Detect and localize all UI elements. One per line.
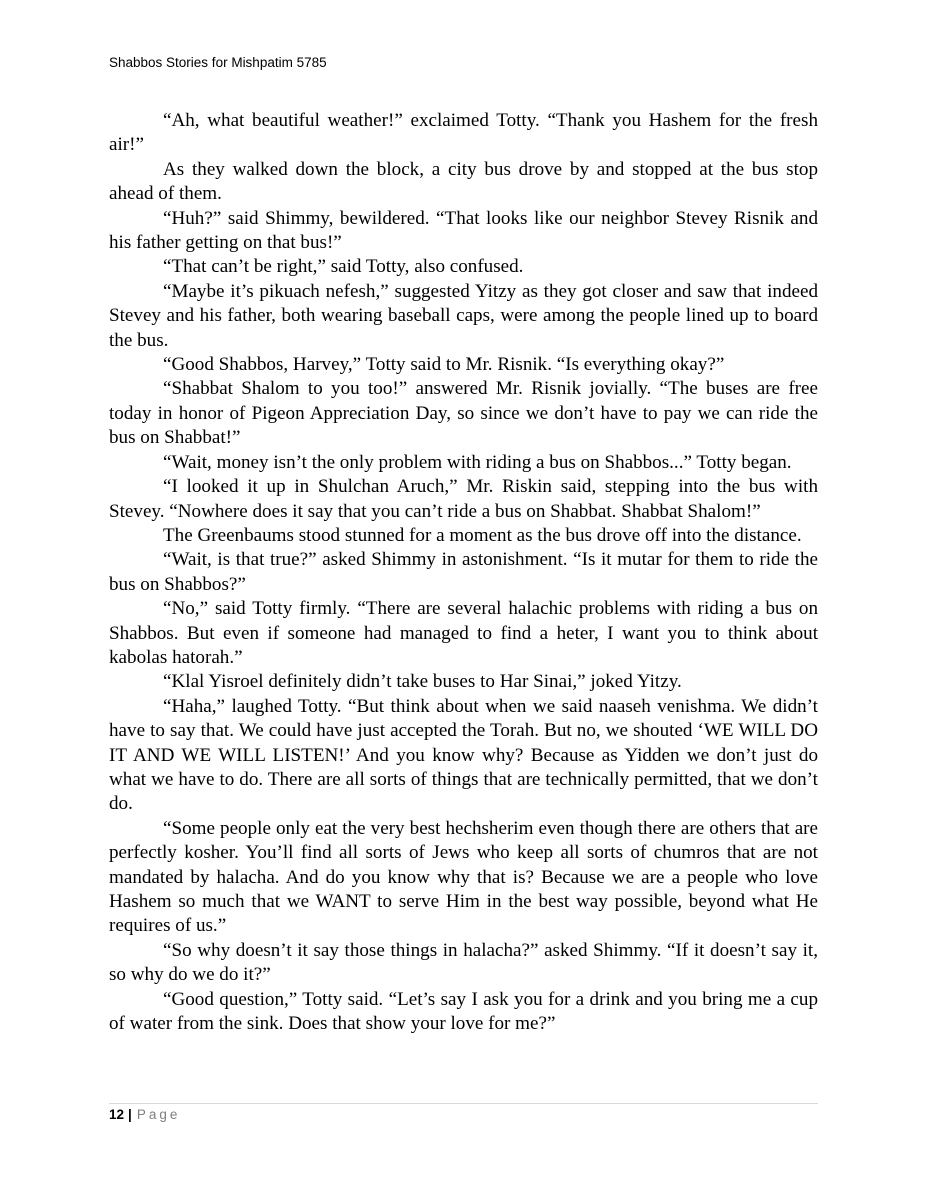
paragraph: “Good question,” Totty said. “Let’s say I ask you for a drink and you bring me a cup of water from the sink. Does that show your love for me?” [109, 988, 818, 1035]
paragraph: The Greenbaums stood stunned for a moment as the bus drove off into the distance. [163, 524, 802, 546]
paragraph: “Maybe it’s pikuach nefesh,” suggested Yitzy as they got closer and saw that indeed Stevey and his father, both wearing baseball caps, were among the people lined up to board the bus. [109, 280, 818, 351]
paragraph: “Wait, is that true?” asked Shimmy in astonishment. “Is it mutar for them to ride the bus on Shabbos?” [109, 549, 818, 595]
story-body [109, 109, 818, 1036]
paragraph: “So why doesn’t it say those things in halacha?” asked Shimmy. “If it doesn’t say it, so why do we do it?” [109, 939, 818, 986]
page-number: 12 [109, 1107, 125, 1122]
paragraph: “Some people only eat the very best hechsherim even though there are others that are perfectly kosher. You’ll find all sorts of Jews who keep all sorts of chumros that are not mandated by halacha. And do you know why that is? Because we are a people who love Hashem so much that we WANT to serve Him in the best way possible, beyond what He requires of us.” [109, 817, 818, 937]
running-header: Shabbos Stories for Mishpatim 5785 [109, 55, 327, 70]
paragraph: “That can’t be right,” said Totty, also confused. [163, 256, 524, 278]
paragraph: “Good Shabbos, Harvey,” Totty said to Mr. Risnik. “Is everything okay?” [163, 354, 725, 376]
paragraph: “I looked it up in Shulchan Aruch,” Mr. Riskin said, stepping into the bus with Stevey. “Nowhere does it say that you can’t ride a bus on Shabbat. Shabbat Shalom!” [109, 476, 818, 522]
paragraph: “Ah, what beautiful weather!” exclaimed Totty. “Thank you Hashem for the fresh air!” [109, 110, 818, 156]
paragraph: “Wait, money isn’t the only problem with riding a bus on Shabbos...” Totty began. [163, 451, 792, 473]
paragraph: “Huh?” said Shimmy, bewildered. “That looks like our neighbor Stevey Risnik and his father getting on that bus!” [109, 207, 818, 254]
paragraph: “Haha,” laughed Totty. “But think about when we said naaseh venishma. We didn’t have to say that. We could have just accepted the Torah. But no, we shouted ‘WE WILL DO IT AND WE WILL LISTEN!’ And you know why? Because as Yidden we don’t just do what we have to do. There are all sorts of things that are technically permitted, that we don’t do. [109, 695, 818, 815]
page-footer [109, 1107, 180, 1122]
paragraph: “Klal Yisroel definitely didn’t take buses to Har Sinai,” joked Yitzy. [163, 671, 682, 693]
paragraph: As they walked down the block, a city bus drove by and stopped at the bus stop ahead of them. [109, 158, 818, 205]
paragraph: “No,” said Totty firmly. “There are several halachic problems with riding a bus on Shabbos. But even if someone had managed to find a heter, I want you to think about kabolas hatorah.” [109, 598, 818, 668]
paragraph: “Shabbat Shalom to you too!” answered Mr. Risnik jovially. “The buses are free today in honor of Pigeon Appreciation Day, so since we don’t have to pay we can ride the bus on Shabbat!” [109, 378, 818, 449]
page-label: Page [136, 1107, 181, 1122]
footer-divider [109, 1103, 818, 1104]
footer-separator: | [128, 1107, 132, 1122]
